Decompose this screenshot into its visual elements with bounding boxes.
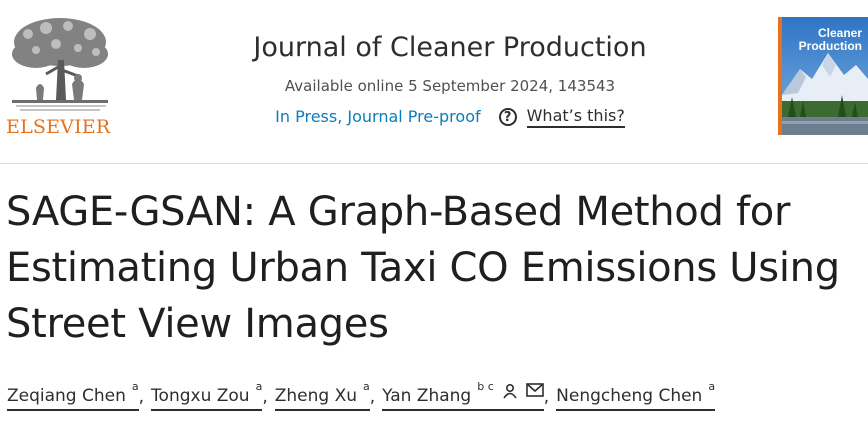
person-icon — [502, 383, 518, 399]
author-link[interactable]: Yan Zhang $^{b c}$ — [382, 383, 544, 411]
author-link[interactable]: Zeqiang Chen $^a$ — [7, 383, 139, 411]
affiliation-marker: b c — [477, 380, 494, 393]
author-separator: , — [543, 387, 550, 407]
journal-title[interactable]: Journal of Cleaner Production — [253, 32, 647, 63]
cover-title: Cleaner Production — [798, 26, 862, 53]
author-link[interactable]: Tongxu Zou $^a$ — [151, 383, 262, 411]
tree-logo-icon — [6, 14, 114, 114]
in-press-link[interactable]: In Press, Journal Pre-proof — [275, 107, 481, 126]
whats-this-button[interactable] — [499, 106, 625, 128]
author-link[interactable]: Nengcheng Chen $^a$ — [556, 383, 715, 411]
author-separator: , — [138, 387, 145, 407]
question-circle-icon: ? — [499, 108, 517, 126]
affiliation-marker: a — [131, 380, 139, 393]
whats-this-label: What’s this? — [527, 106, 625, 128]
available-online: Available online 5 September 2024, 143543 — [284, 77, 616, 95]
envelope-icon — [526, 383, 544, 397]
publisher-name: ELSEVIER — [6, 116, 111, 138]
journal-cover[interactable] — [778, 17, 868, 135]
affiliation-marker: a — [708, 380, 716, 393]
author-separator: , — [262, 387, 268, 407]
affiliation-marker: a — [255, 380, 263, 393]
author-link[interactable]: Zheng Xu $^a$ — [275, 383, 370, 411]
elsevier-logo[interactable] — [4, 10, 116, 140]
article-title: SAGE-GSAN: A Graph-Based Method for Estimating Urban Taxi CO Emissions Using Street View Images — [6, 189, 840, 347]
author-list — [7, 380, 716, 411]
status-row — [150, 106, 750, 128]
journal-masthead — [150, 30, 750, 128]
affiliation-marker: a — [363, 380, 370, 393]
header-divider — [0, 163, 868, 164]
author-separator: , — [369, 387, 376, 407]
